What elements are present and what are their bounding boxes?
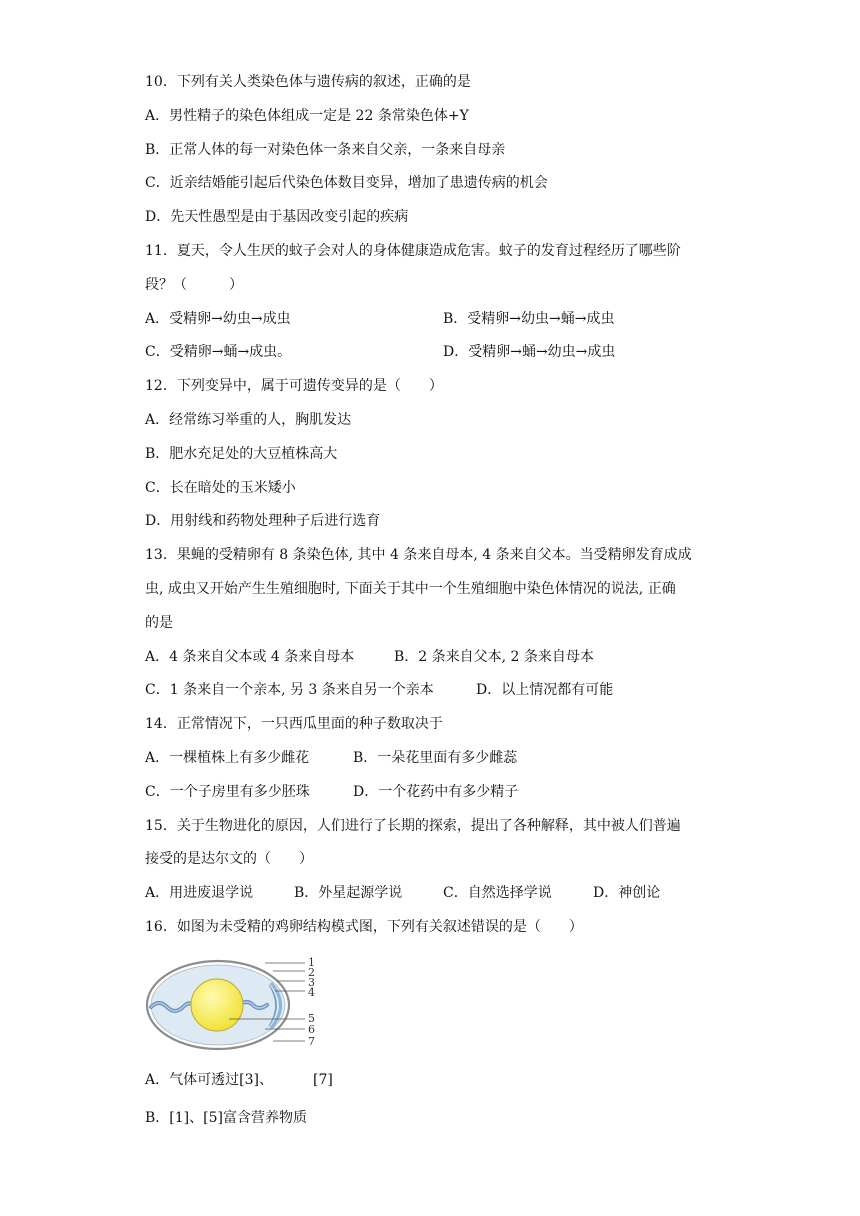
q13-option-a: A．4 条来自父本或 4 条来自母本	[145, 649, 355, 665]
q16-option-b: B．[1]、[5]富含营养物质	[145, 1110, 307, 1126]
q14-option-b: B．一朵花里面有多少雌蕊	[353, 750, 518, 766]
egg-yolk	[191, 979, 243, 1031]
q14-option-a: A．一棵植株上有多少雌花	[145, 750, 310, 766]
q13-stem-line2: 虫, 成虫又开始产生生殖细胞时, 下面关于其中一个生殖细胞中染色体情况的说法, 正确	[145, 581, 676, 597]
q11-option-a: A．受精卵→幼虫→成虫	[145, 311, 291, 327]
q13-option-b: B．2 条来自父本, 2 条来自母本	[394, 649, 594, 665]
q11-stem-line1: 11．夏天，令人生厌的蚊子会对人的身体健康造成危害。蚊子的发育过程经历了哪些阶	[145, 243, 681, 259]
q15-stem-line2: 接受的是达尔文的（ ）	[145, 851, 313, 867]
q16-option-a-part1: A．气体可透过[3]、	[145, 1072, 273, 1088]
q10-option-c: C．近亲结婚能引起后代染色体数目变异，增加了患遗传病的机会	[145, 175, 548, 191]
q12-stem: 12．下列变异中，属于可遗传变异的是（ ）	[145, 378, 443, 394]
q14-option-c: C．一个子房里有多少胚珠	[145, 784, 310, 800]
figure-label-7: 7	[308, 1035, 315, 1048]
q10-option-d: D．先天性愚型是由于基因改变引起的疾病	[145, 209, 409, 225]
q12-option-c: C．长在暗处的玉米矮小	[145, 480, 296, 496]
q13-stem-line3: 的是	[145, 615, 173, 631]
q12-option-b: B．肥水充足处的大豆植株高大	[145, 446, 338, 462]
q12-option-a: A．经常练习举重的人，胸肌发达	[145, 412, 352, 428]
q16-stem: 16．如图为未受精的鸡卵结构模式图，下列有关叙述错误的是（ ）	[145, 919, 583, 935]
q11-option-c: C．受精卵→蛹→成虫。	[145, 344, 292, 360]
q11-option-b: B．受精卵→幼虫→蛹→成虫	[443, 311, 615, 327]
q10-option-a: A．男性精子的染色体组成一定是 22 条常染色体+Y	[145, 108, 469, 124]
egg-structure-diagram	[145, 955, 325, 1055]
figure-label-4: 4	[308, 986, 315, 999]
q15-option-c: C．自然选择学说	[443, 885, 552, 901]
figure-label-3: 3	[308, 976, 315, 989]
figure-label-2: 2	[308, 966, 315, 979]
q16-option-a-part2: [7]	[313, 1072, 333, 1088]
q15-option-b: B．外星起源学说	[294, 885, 403, 901]
q12-option-d: D．用射线和药物处理种子后进行选育	[145, 513, 381, 529]
q14-option-d: D．一个花药中有多少精子	[353, 784, 519, 800]
q13-option-d: D．以上情况都有可能	[476, 682, 614, 698]
figure-label-5: 5	[308, 1012, 315, 1025]
figure-label-1: 1	[308, 956, 315, 969]
q13-stem-line1: 13．果蝇的受精卵有 8 条染色体, 其中 4 条来自母本, 4 条来自父本。当受精卵发育成成	[145, 547, 692, 563]
figure-label-6: 6	[308, 1023, 315, 1036]
q10-stem: 10．下列有关人类染色体与遗传病的叙述，正确的是	[145, 74, 471, 90]
q11-stem-line2: 段？（ ）	[145, 277, 243, 293]
q15-stem-line1: 15．关于生物进化的原因，人们进行了长期的探索，提出了各种解释，其中被人们普遍	[145, 818, 681, 834]
q13-option-c: C．1 条来自一个亲本, 另 3 条来自另一个亲本	[145, 682, 434, 698]
q10-option-b: B．正常人体的每一对染色体一条来自父亲，一条来自母亲	[145, 142, 506, 158]
q15-option-a: A．用进废退学说	[145, 885, 254, 901]
q15-option-d: D．神创论	[593, 885, 661, 901]
q14-stem: 14．正常情况下，一只西瓜里面的种子数取决于	[145, 716, 443, 732]
q11-option-d: D．受精卵→蛹→幼虫→成虫	[443, 344, 616, 360]
